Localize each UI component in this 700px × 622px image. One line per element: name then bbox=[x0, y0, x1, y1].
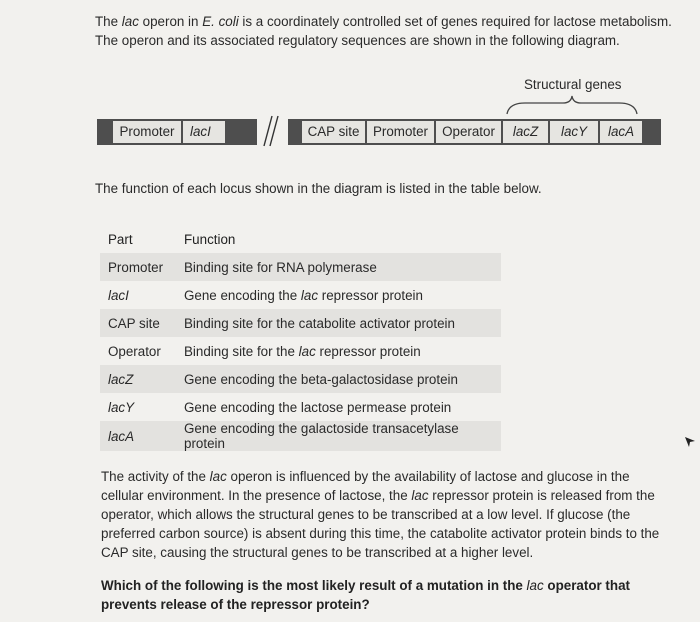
table-row bbox=[100, 393, 501, 421]
header-part: Part bbox=[108, 231, 133, 247]
segment-promoter-right: Promoter bbox=[367, 121, 434, 143]
row-part: CAP site bbox=[100, 309, 176, 337]
row-part: Operator bbox=[108, 343, 161, 359]
structural-genes-brace bbox=[505, 95, 640, 115]
table-row bbox=[100, 365, 501, 393]
mouse-cursor-icon bbox=[684, 436, 696, 448]
row-part: lacI bbox=[108, 287, 129, 303]
row-function: Binding site for the lac repressor protein bbox=[184, 343, 421, 359]
header-function: Function bbox=[184, 231, 236, 247]
row-part: Promoter bbox=[100, 253, 176, 281]
segment-promoter-left: Promoter bbox=[113, 121, 181, 143]
locus-function-table bbox=[100, 225, 501, 451]
row-part: lacY bbox=[108, 399, 135, 415]
row-part: lacA bbox=[100, 421, 176, 451]
table-row bbox=[100, 337, 501, 365]
structural-genes-label: Structural genes bbox=[524, 77, 622, 92]
intro-paragraph: The lac operon in E. coli is a coordinately controlled set of genes required for lactose metabolism. The operon and its associated regulatory sequences are shown in the following diagram. bbox=[95, 14, 672, 48]
segment-operator: Operator bbox=[436, 121, 501, 143]
row-function: Gene encoding the lac repressor protein bbox=[184, 287, 423, 303]
dna-break-mark bbox=[250, 112, 290, 152]
row-function: Gene encoding the beta-galactosidase protein bbox=[176, 365, 501, 393]
row-function: Binding site for the catabolite activator protein bbox=[176, 309, 501, 337]
table-intro-text: The function of each locus shown in the diagram is listed in the table below. bbox=[95, 181, 542, 196]
segment-laca: lacA bbox=[600, 121, 642, 143]
table-row bbox=[100, 309, 501, 337]
question-text: Which of the following is the most likely result of a mutation in the lac operator that prevents release of the repressor protein? bbox=[101, 578, 630, 612]
table-header-row bbox=[100, 225, 501, 253]
row-function: Gene encoding the lactose permease protein bbox=[184, 399, 452, 415]
segment-lacy: lacY bbox=[550, 121, 598, 143]
table-row bbox=[100, 421, 501, 451]
activity-paragraph: The activity of the lac operon is influenced by the availability of lactose and glucose in the cellular environment. In the presence of lactose, the lac repressor protein is released from the operator, which allows the structural genes to be transcribed at a low level. If glucose (the preferred carbon source) is absent during this time, the catabolite activator protein binds to the CAP site, causing the structural genes to be transcribed at a higher level. bbox=[101, 469, 660, 560]
segment-laci: lacI bbox=[183, 121, 225, 143]
row-function: Gene encoding the galactoside transacetylase protein bbox=[176, 421, 501, 451]
segment-lacz: lacZ bbox=[503, 121, 548, 143]
table-row bbox=[100, 253, 501, 281]
row-part: lacZ bbox=[100, 365, 176, 393]
table-row bbox=[100, 281, 501, 309]
row-function: Binding site for RNA polymerase bbox=[176, 253, 501, 281]
segment-cap-site: CAP site bbox=[302, 121, 365, 143]
